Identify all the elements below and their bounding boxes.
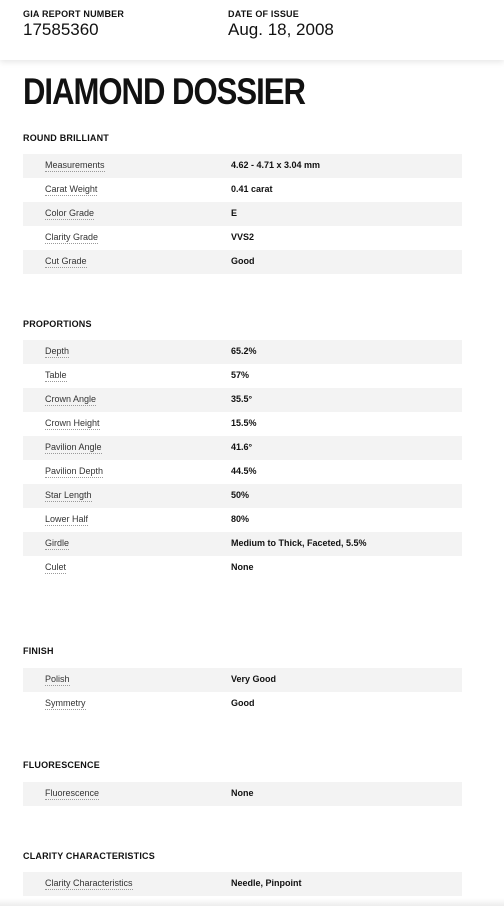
row-label-polish[interactable]: Polish [45, 674, 70, 684]
section-heading-finish: FINISH [23, 646, 54, 656]
table-row [23, 412, 462, 436]
row-label-star-length[interactable]: Star Length [45, 490, 92, 500]
row-value-lower-half: 80% [231, 514, 250, 524]
clarity-characteristics-table [23, 872, 462, 896]
row-label-lower-half[interactable]: Lower Half [45, 514, 89, 524]
table-row [23, 484, 462, 508]
table-row [23, 154, 462, 178]
row-label-crown-angle[interactable]: Crown Angle [45, 394, 97, 404]
date-of-issue-label: DATE OF ISSUE [228, 9, 299, 19]
row-value-cut-grade: Good [231, 256, 255, 266]
report-header-bar [0, 0, 504, 60]
row-value-culet: None [231, 562, 254, 572]
table-row [23, 532, 462, 556]
finish-table [23, 668, 462, 716]
row-value-girdle: Medium to Thick, Faceted, 5.5% [231, 538, 367, 548]
row-label-clarity-grade[interactable]: Clarity Grade [45, 232, 99, 242]
table-row [23, 668, 462, 692]
row-value-crown-angle: 35.5° [231, 394, 253, 404]
row-value-pavilion-depth: 44.5% [231, 466, 257, 476]
table-row [23, 340, 462, 364]
row-label-crown-height[interactable]: Crown Height [45, 418, 100, 428]
row-value-depth: 65.2% [231, 346, 257, 356]
row-label-cut-grade[interactable]: Cut Grade [45, 256, 87, 266]
table-row [23, 436, 462, 460]
row-label-clarity-characteristics[interactable]: Clarity Characteristics [45, 878, 133, 888]
row-value-clarity-characteristics: Needle, Pinpoint [231, 878, 302, 888]
table-row [23, 388, 462, 412]
table-row [23, 872, 462, 896]
row-label-culet[interactable]: Culet [45, 562, 67, 572]
fluorescence-table [23, 782, 462, 806]
row-label-depth[interactable]: Depth [45, 346, 70, 356]
table-row [23, 250, 462, 274]
row-value-symmetry: Good [231, 698, 255, 708]
row-label-measurements[interactable]: Measurements [45, 160, 105, 170]
row-value-fluorescence: None [231, 788, 254, 798]
table-row [23, 782, 462, 806]
row-label-symmetry[interactable]: Symmetry [45, 698, 86, 708]
table-row [23, 202, 462, 226]
section-heading-fluorescence: FLUORESCENCE [23, 760, 100, 770]
section-heading-clarity-characteristics: CLARITY CHARACTERISTICS [23, 851, 155, 861]
row-label-girdle[interactable]: Girdle [45, 538, 70, 548]
table-row [23, 460, 462, 484]
row-value-carat-weight: 0.41 carat [231, 184, 273, 194]
table-row [23, 364, 462, 388]
date-of-issue-block [228, 9, 334, 40]
report-number-value: 17585360 [23, 20, 99, 39]
table-row [23, 178, 462, 202]
row-value-star-length: 50% [231, 490, 250, 500]
table-row [23, 226, 462, 250]
row-label-carat-weight[interactable]: Carat Weight [45, 184, 98, 194]
report-number-label: GIA REPORT NUMBER [23, 9, 125, 19]
report-number-block [23, 9, 124, 40]
row-label-table[interactable]: Table [45, 370, 67, 380]
row-value-measurements: 4.62 - 4.71 x 3.04 mm [231, 160, 321, 170]
bottom-edge-shadow [0, 898, 504, 906]
proportions-table [23, 340, 462, 580]
row-value-crown-height: 15.5% [231, 418, 257, 428]
table-row [23, 692, 462, 716]
page-title: DIAMOND DOSSIER [23, 71, 305, 112]
row-label-fluorescence[interactable]: Fluorescence [45, 788, 100, 798]
section-heading-proportions: PROPORTIONS [23, 319, 92, 329]
row-value-clarity-grade: VVS2 [231, 232, 255, 242]
section-heading-round-brilliant: ROUND BRILLIANT [23, 133, 109, 143]
row-value-color-grade: E [231, 208, 238, 218]
table-row [23, 556, 462, 580]
row-value-pavilion-angle: 41.6° [231, 442, 253, 452]
row-label-color-grade[interactable]: Color Grade [45, 208, 95, 218]
round-brilliant-table [23, 154, 462, 274]
row-value-polish: Very Good [231, 674, 277, 684]
date-of-issue-value: Aug. 18, 2008 [228, 20, 334, 39]
row-label-pavilion-angle[interactable]: Pavilion Angle [45, 442, 102, 452]
row-value-table: 57% [231, 370, 250, 380]
table-row [23, 508, 462, 532]
row-label-pavilion-depth[interactable]: Pavilion Depth [45, 466, 104, 476]
